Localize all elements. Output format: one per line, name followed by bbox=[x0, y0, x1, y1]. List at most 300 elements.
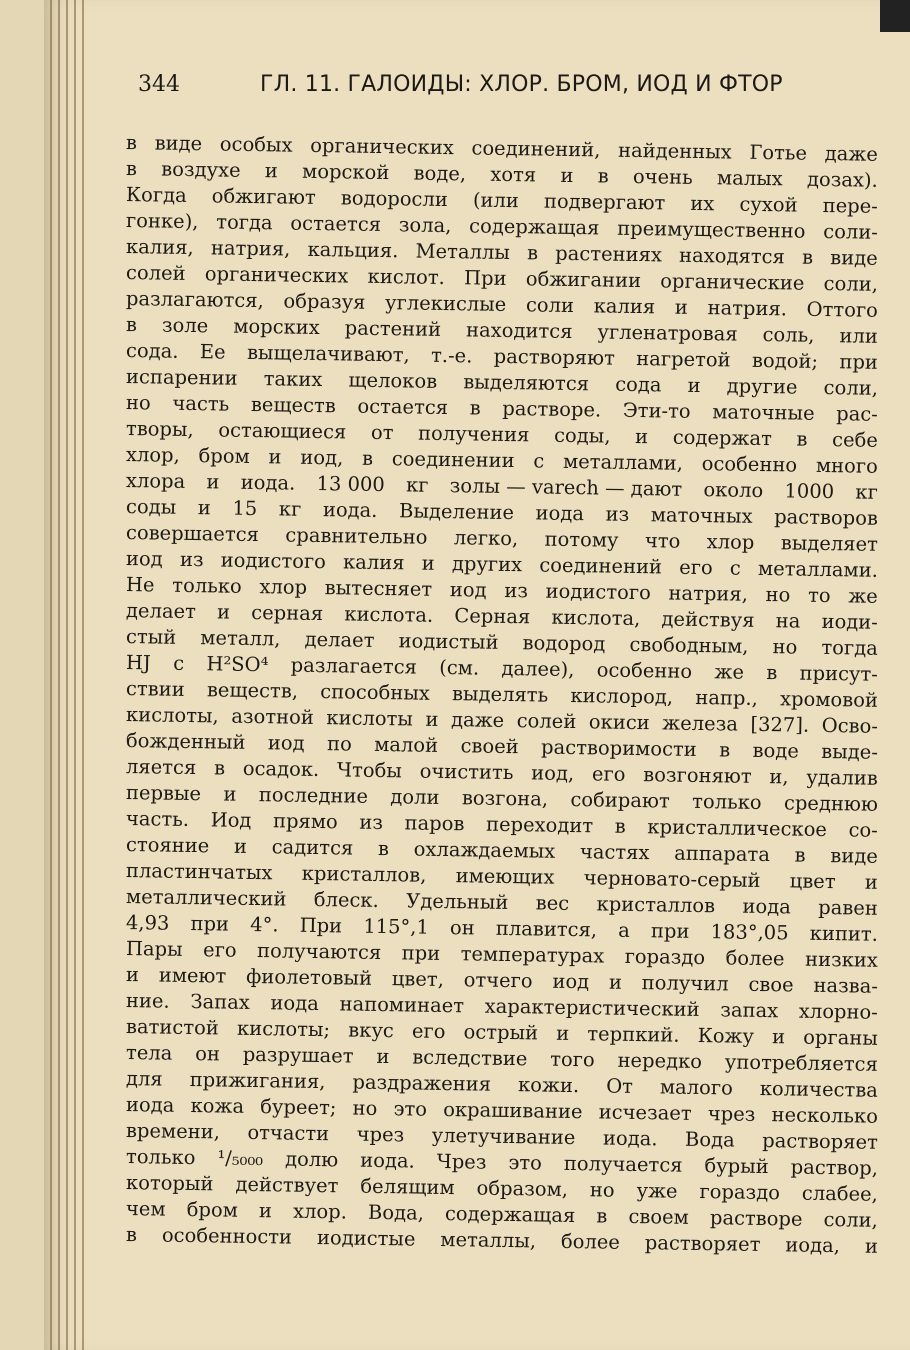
word: бурый bbox=[704, 1154, 769, 1179]
word: или bbox=[839, 324, 879, 348]
word: острый bbox=[463, 1020, 539, 1045]
word: стояние bbox=[125, 833, 210, 858]
word: натрия. bbox=[707, 296, 788, 321]
word: нередко bbox=[617, 1048, 703, 1074]
word: кислоты bbox=[326, 706, 414, 731]
word: растений bbox=[344, 316, 442, 341]
word: отчего bbox=[463, 968, 533, 993]
word: органических bbox=[204, 262, 349, 288]
word: это bbox=[393, 1097, 428, 1121]
word: и bbox=[560, 163, 574, 188]
word: доли bbox=[390, 785, 440, 809]
word: Когда bbox=[125, 183, 187, 207]
word: иода, bbox=[785, 1233, 841, 1258]
word: вытесняет bbox=[324, 576, 433, 601]
word: Удельный bbox=[406, 889, 509, 915]
word: очень bbox=[632, 164, 693, 189]
word: остается bbox=[357, 394, 449, 420]
word: блеск. bbox=[313, 887, 379, 912]
word: [327]. bbox=[750, 712, 810, 737]
word: образом, bbox=[476, 1176, 569, 1201]
word: и bbox=[421, 551, 435, 575]
word: Выделение bbox=[398, 499, 515, 525]
word: другие bbox=[726, 374, 798, 399]
word: иоди- bbox=[821, 609, 879, 634]
word: металлами, bbox=[562, 449, 684, 475]
word: он bbox=[195, 1042, 221, 1066]
page-edge bbox=[74, 0, 76, 1350]
word: температурах bbox=[460, 942, 605, 968]
word: иода bbox=[270, 991, 320, 1016]
word: содержащая bbox=[468, 214, 600, 240]
word: Металлы bbox=[415, 239, 511, 265]
word: на bbox=[775, 609, 801, 633]
word: 4,93 bbox=[125, 911, 170, 935]
word: выделяются bbox=[463, 370, 590, 396]
word: чем bbox=[125, 1197, 166, 1221]
word: переходит bbox=[485, 812, 594, 838]
word: соли- bbox=[823, 219, 879, 244]
word: содержат bbox=[672, 425, 773, 451]
page-edge bbox=[82, 0, 84, 1350]
word: и bbox=[634, 424, 649, 449]
word: и bbox=[206, 470, 220, 494]
word: пластинчатых bbox=[125, 859, 273, 885]
word: остающиеся bbox=[218, 418, 347, 444]
word: удалив bbox=[806, 765, 879, 790]
word: же bbox=[714, 660, 745, 684]
word: это bbox=[508, 1151, 543, 1175]
word: окрашивание bbox=[443, 1097, 583, 1124]
word: от bbox=[370, 420, 394, 445]
word: окиси bbox=[588, 710, 650, 735]
word: иода bbox=[535, 501, 585, 526]
word: в bbox=[526, 241, 539, 265]
word: находится bbox=[465, 318, 573, 344]
word: сода bbox=[615, 372, 662, 397]
word: из bbox=[179, 547, 204, 572]
word: Оттого bbox=[806, 297, 879, 322]
word: От bbox=[605, 1074, 634, 1098]
word: иод, bbox=[531, 761, 575, 786]
word: кальция. bbox=[307, 237, 399, 263]
word: только bbox=[125, 1145, 196, 1170]
word: свободным, bbox=[629, 632, 749, 658]
word: низких bbox=[804, 947, 879, 972]
word: соли, bbox=[823, 1207, 879, 1232]
word: в bbox=[469, 396, 481, 420]
word: делает bbox=[125, 599, 197, 624]
word: солей bbox=[516, 709, 577, 734]
word: 1000 bbox=[784, 479, 835, 504]
word: раствор, bbox=[790, 1155, 879, 1180]
word: кожа bbox=[190, 1094, 245, 1118]
word: растворе bbox=[709, 1206, 803, 1231]
word: из bbox=[504, 578, 529, 603]
word: аппарата bbox=[673, 841, 771, 867]
word: морской bbox=[301, 159, 390, 185]
word: иод bbox=[449, 578, 487, 602]
word: вес bbox=[535, 891, 570, 915]
word: в bbox=[766, 661, 778, 685]
word: При bbox=[299, 913, 343, 938]
word: его bbox=[679, 555, 713, 580]
word: HJ bbox=[125, 651, 152, 675]
word: улетучивание bbox=[431, 1123, 576, 1150]
word: цвет bbox=[789, 869, 836, 894]
word: его bbox=[591, 762, 626, 786]
body-text bbox=[125, 130, 879, 1258]
word: времени, bbox=[125, 1119, 221, 1144]
word: т.-е. bbox=[430, 343, 473, 368]
word: иод bbox=[552, 969, 590, 994]
word: при bbox=[190, 912, 230, 936]
word: веществ, bbox=[206, 678, 299, 703]
word: в bbox=[125, 313, 138, 337]
word: калия bbox=[593, 294, 656, 319]
word: преимущественно bbox=[617, 216, 806, 243]
word: водоросли bbox=[340, 186, 449, 212]
word: вследствие bbox=[412, 1045, 528, 1071]
word: творы, bbox=[125, 417, 194, 442]
word: Вода bbox=[684, 1127, 735, 1152]
word: в bbox=[796, 427, 808, 451]
word: действует bbox=[235, 1172, 339, 1198]
word: (или bbox=[472, 188, 520, 213]
word: кг bbox=[855, 480, 878, 504]
word: сода. bbox=[125, 339, 179, 363]
word: ние. bbox=[125, 989, 170, 1013]
word: кристаллическое bbox=[647, 815, 828, 842]
word: пере- bbox=[822, 193, 879, 218]
word: напоминает bbox=[339, 992, 465, 1018]
word: кг bbox=[278, 497, 302, 521]
word: иода. bbox=[322, 498, 378, 522]
word: органы bbox=[803, 1025, 879, 1050]
word: хлорно- bbox=[798, 999, 879, 1024]
word: первые bbox=[125, 781, 202, 806]
word: калия, bbox=[125, 235, 194, 260]
word: по bbox=[326, 732, 352, 756]
word: даже bbox=[824, 141, 879, 166]
word: в bbox=[719, 738, 731, 762]
word: особенности bbox=[161, 1223, 293, 1249]
word: тогда bbox=[821, 635, 879, 660]
word: и bbox=[258, 1199, 273, 1223]
word: и, bbox=[769, 765, 789, 789]
word: даже bbox=[450, 708, 505, 732]
word: собирают bbox=[570, 787, 670, 813]
word: иода. bbox=[240, 470, 296, 495]
word: только bbox=[172, 573, 242, 598]
word: 15 bbox=[232, 496, 258, 521]
word: но bbox=[772, 635, 798, 659]
word: его bbox=[202, 938, 237, 962]
word: с bbox=[729, 556, 742, 580]
word: остается bbox=[290, 211, 382, 237]
word: фиолетовый bbox=[245, 964, 373, 990]
word: Осво- bbox=[821, 713, 879, 738]
word: их bbox=[690, 191, 715, 216]
word: в bbox=[377, 836, 390, 861]
word: терпкий. bbox=[587, 1022, 680, 1047]
word: золы — varech — дают bbox=[449, 474, 683, 501]
word: вкус bbox=[348, 1018, 394, 1043]
word: своей bbox=[460, 734, 519, 759]
word: хотя bbox=[490, 162, 537, 187]
word: только bbox=[691, 789, 762, 814]
word: с bbox=[533, 449, 545, 473]
word: углекислые bbox=[384, 291, 507, 316]
word: свое bbox=[748, 972, 794, 997]
word: очистить bbox=[419, 759, 514, 785]
word: Кожу bbox=[697, 1023, 755, 1048]
word: напр., bbox=[695, 685, 759, 710]
word: того bbox=[550, 1047, 595, 1072]
word: исчезает bbox=[598, 1100, 692, 1125]
word: и bbox=[376, 1044, 390, 1069]
word: сухой bbox=[739, 192, 798, 217]
word: растворяют bbox=[493, 344, 616, 370]
word: последние bbox=[258, 783, 369, 808]
word: более bbox=[560, 1229, 621, 1254]
word: имеющих bbox=[455, 864, 555, 889]
word: Серная bbox=[454, 604, 531, 629]
word: количества bbox=[759, 1076, 879, 1102]
word: назва- bbox=[813, 973, 879, 998]
word: воде, bbox=[413, 161, 467, 186]
word: веществ bbox=[250, 392, 336, 418]
word: уже bbox=[636, 1179, 678, 1203]
word: таких bbox=[263, 367, 323, 392]
word: натрия, bbox=[210, 236, 291, 261]
word: Не bbox=[125, 573, 155, 597]
word: но bbox=[352, 1096, 378, 1120]
word: виде bbox=[830, 844, 879, 868]
word: и bbox=[264, 159, 279, 183]
word: золе bbox=[161, 313, 209, 338]
word: растворимости bbox=[540, 735, 697, 761]
word: испарении bbox=[125, 365, 238, 390]
word: гораздо bbox=[699, 1180, 781, 1205]
word: других bbox=[451, 552, 523, 577]
word: кристаллов bbox=[596, 892, 716, 918]
word: выделяет bbox=[780, 531, 879, 556]
word: металлы, bbox=[440, 1227, 537, 1253]
word: несколько bbox=[771, 1103, 879, 1128]
word: растворяет bbox=[762, 1128, 879, 1154]
word: иода. bbox=[602, 1126, 658, 1151]
word: железа bbox=[662, 711, 739, 736]
word: иодистого bbox=[220, 548, 327, 574]
word: цвет, bbox=[391, 967, 445, 991]
word: кислоты; bbox=[236, 1016, 331, 1042]
word: соды bbox=[125, 495, 177, 519]
word: содержащая bbox=[444, 1202, 576, 1228]
word: разлагаются, bbox=[125, 287, 264, 313]
word: охлаждаемых bbox=[413, 837, 556, 863]
word: из bbox=[359, 810, 384, 835]
word: хромовой bbox=[779, 687, 879, 712]
word: в bbox=[596, 1204, 608, 1228]
word: металлический bbox=[125, 885, 287, 911]
word: при bbox=[839, 350, 879, 374]
word: при bbox=[401, 941, 441, 965]
word: металлами. bbox=[757, 556, 879, 582]
word: 13 000 bbox=[316, 471, 386, 497]
word: осадок. bbox=[242, 756, 320, 782]
word: 115°,1 bbox=[363, 914, 430, 939]
word: калия bbox=[342, 550, 405, 575]
word: гонке), bbox=[125, 209, 199, 234]
word: слабее, bbox=[801, 1181, 879, 1206]
page-edge bbox=[50, 0, 52, 1350]
word: серная bbox=[251, 600, 324, 626]
word: маточных bbox=[650, 503, 753, 528]
word: зола, bbox=[398, 213, 452, 238]
word: иод bbox=[267, 731, 305, 755]
word: выделять bbox=[451, 682, 549, 707]
word: нагретой bbox=[636, 347, 731, 372]
word: своем bbox=[628, 1204, 690, 1229]
word: хлор, bbox=[125, 443, 180, 467]
word: то bbox=[807, 583, 831, 608]
word: органические bbox=[660, 269, 805, 295]
word: Ее bbox=[199, 340, 226, 364]
word: получаются bbox=[256, 939, 382, 965]
word: иода bbox=[742, 894, 792, 919]
word: гораздо bbox=[624, 944, 706, 970]
word: Пары bbox=[125, 937, 183, 961]
word: получается bbox=[563, 1151, 683, 1177]
word: равен bbox=[818, 895, 879, 920]
word: малого bbox=[659, 1075, 734, 1100]
word: плавится, bbox=[495, 916, 598, 942]
word: Эти-то bbox=[622, 398, 691, 423]
word: иодистые bbox=[316, 1226, 416, 1251]
word: виде bbox=[154, 131, 203, 156]
word: более bbox=[725, 946, 785, 971]
word: растворов bbox=[773, 505, 879, 530]
word: кристаллов, bbox=[301, 861, 427, 887]
word: растворяет bbox=[644, 1231, 761, 1256]
word: Чрез bbox=[436, 1149, 487, 1174]
word: соединении bbox=[391, 447, 515, 473]
word: водород bbox=[522, 631, 606, 656]
word: который bbox=[125, 1171, 214, 1196]
word: часть. bbox=[125, 807, 190, 831]
word: кипит. bbox=[809, 921, 879, 946]
word: воде bbox=[752, 738, 800, 763]
word: особых bbox=[219, 132, 293, 157]
word: паров bbox=[404, 811, 465, 836]
word: около bbox=[703, 478, 764, 503]
word: рас- bbox=[836, 402, 879, 426]
corner-tab bbox=[880, 0, 910, 32]
word: из bbox=[605, 502, 630, 526]
word: кислота. bbox=[344, 602, 434, 627]
word: особенно bbox=[596, 658, 693, 683]
word: запах bbox=[720, 998, 779, 1023]
word: соли, bbox=[823, 271, 879, 296]
word: 183°,05 bbox=[710, 920, 789, 945]
word: маточные bbox=[712, 400, 815, 425]
word: с bbox=[172, 651, 185, 675]
word: соли bbox=[525, 293, 575, 318]
word: присут- bbox=[799, 661, 879, 686]
word: буреет; bbox=[260, 1095, 337, 1120]
word: кислоты, bbox=[125, 703, 219, 728]
word: особенно bbox=[701, 452, 798, 477]
word: и bbox=[864, 870, 879, 894]
word: а bbox=[618, 918, 631, 942]
word: со- bbox=[848, 818, 879, 842]
word: тела bbox=[125, 1041, 173, 1065]
word: получения bbox=[417, 421, 530, 447]
word: в bbox=[801, 245, 814, 269]
word: щелоков bbox=[348, 368, 438, 393]
word: много bbox=[815, 453, 879, 478]
word: бром bbox=[198, 444, 250, 468]
page-number: 344 bbox=[138, 72, 180, 97]
word: кислота, bbox=[551, 605, 641, 631]
word: среднюю bbox=[783, 791, 879, 816]
word: черновато-серый bbox=[583, 866, 761, 892]
page-edge bbox=[58, 0, 60, 1350]
word: азотной bbox=[231, 704, 315, 729]
word: найденных bbox=[617, 138, 732, 164]
word: дозах). bbox=[806, 167, 878, 192]
word: способных bbox=[320, 680, 430, 705]
page-header bbox=[138, 64, 788, 100]
word: Чтобы bbox=[336, 758, 403, 783]
word: частях bbox=[579, 840, 650, 865]
word: стый bbox=[125, 625, 177, 649]
word: иодистого bbox=[545, 579, 651, 605]
word: в bbox=[361, 446, 374, 470]
word: иода. bbox=[360, 1148, 415, 1173]
word: себе bbox=[831, 428, 879, 452]
word: и bbox=[268, 445, 282, 469]
word: кожи. bbox=[517, 1073, 580, 1098]
word: ствии bbox=[125, 677, 185, 701]
word: божденный bbox=[125, 729, 246, 754]
word: ляется bbox=[125, 755, 197, 780]
word: действуя bbox=[661, 607, 755, 632]
word: и bbox=[425, 707, 439, 731]
word: соль, bbox=[762, 323, 815, 347]
word: что bbox=[644, 529, 681, 553]
word: ватистой bbox=[125, 1015, 220, 1040]
word: малой bbox=[374, 732, 439, 757]
word: морских bbox=[233, 314, 320, 340]
word: возгона, bbox=[461, 786, 549, 811]
word: совершается bbox=[125, 521, 260, 547]
word: виде bbox=[830, 246, 878, 270]
word: в bbox=[125, 157, 138, 181]
word: в bbox=[125, 131, 138, 155]
word: кг bbox=[405, 473, 429, 497]
word: в bbox=[125, 1223, 138, 1247]
word: H²SO⁴ bbox=[206, 652, 269, 677]
word: его bbox=[411, 1019, 446, 1044]
word: сравнительно bbox=[285, 523, 428, 549]
word: кислород, bbox=[570, 683, 674, 709]
word: растениях bbox=[555, 241, 663, 267]
word: выщелачивают, bbox=[246, 340, 410, 367]
word: потому bbox=[544, 527, 619, 552]
word: растворе. bbox=[502, 396, 602, 422]
